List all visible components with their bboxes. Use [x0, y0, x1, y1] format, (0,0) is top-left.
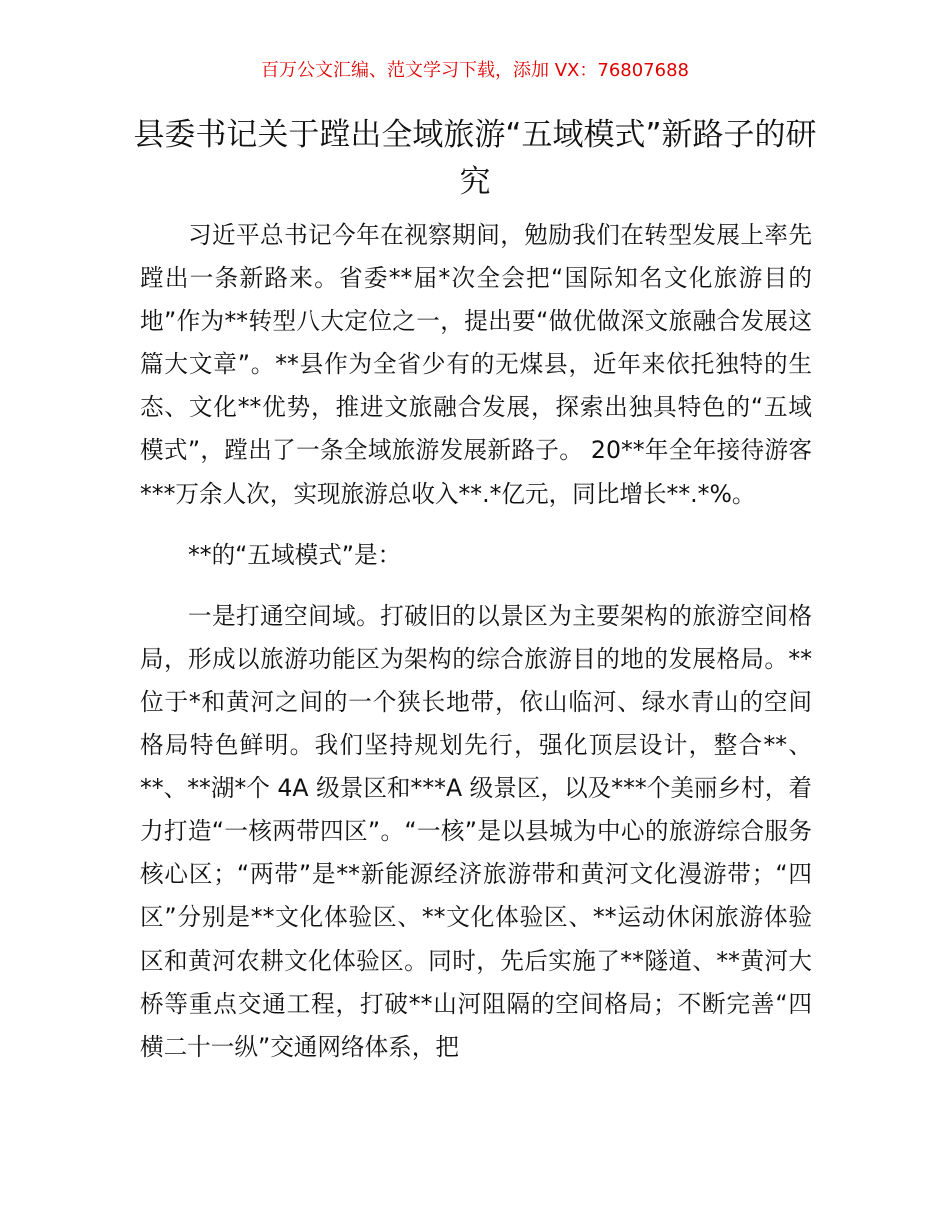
- paragraph-intro: 习近平总书记今年在视察期间，勉励我们在转型发展上率先蹚出一条新路来。省委**届*次全会把“国际知名文化旅游目的地”作为**转型八大定位之一，提出要“做优做深文旅融合发展这篇大文章”。**县作为全省少有的无煤县，近年来依托独特的生态、文化**优势，推进文旅融合发展，探索出独具特色的“五域模式”，蹚出了一条全域旅游发展新路子。 20**年全年接待游客***万余人次，实现旅游总收入**.*亿元，同比增长**.*%。: [140, 221, 812, 508]
- document-title: 县委书记关于蹚出全域旅游“五域模式”新路子的研究: [133, 117, 817, 200]
- document-body: [140, 214, 812, 1069]
- paragraph-space-domain: 一是打通空间域。打破旧的以景区为主要架构的旅游空间格局，形成以旅游功能区为架构的综合旅游目的地的发展格局。**位于*和黄河之间的一个狭长地带，依山临河、绿水青山的空间格局特色鲜明。我们坚持规划先行，强化顶层设计，整合**、**、**湖*个 4A 级景区和***A 级景区，以及***个美丽乡村，着力打造“一核两带四区”。“一核”是以县城为中心的旅游综合服务核心区；“两带”是**新能源经济旅游带和黄河文化漫游带；“四区”分别是**文化体验区、**文化体验区、**运动休闲旅游体验区和黄河农耕文化体验区。同时，先后实施了**隧道、**黄河大桥等重点交通工程，打破**山河阻隔的空间格局；不断完善“四横二十一纵”交通网络体系，把: [140, 601, 812, 1061]
- header-promo-note: 百万公文汇编、范文学习下载，添加 VX：76807688: [261, 60, 689, 81]
- paragraph-five-domains-lead: **的“五域模式”是：: [188, 540, 402, 569]
